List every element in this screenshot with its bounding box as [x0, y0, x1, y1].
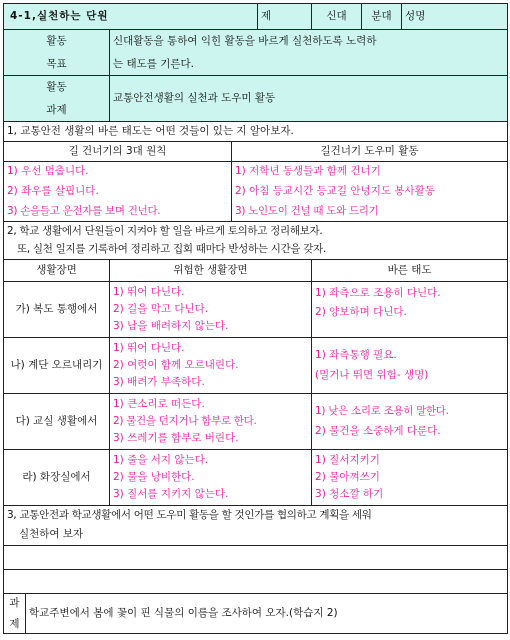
goal-label — [4, 30, 110, 76]
section3-blank-row — [4, 570, 508, 594]
rule-item: 2) 좌우를 살핍니다. — [4, 182, 232, 202]
task-label — [4, 76, 110, 122]
header-name-label: 성명 — [402, 4, 508, 30]
danger-item: 3) 배려가 부족하다. — [113, 376, 205, 388]
danger-item: 3) 질서를 지키지 않는다. — [113, 488, 229, 500]
attitude-item: 1) 질서지키기 — [315, 454, 380, 466]
danger-cell — [110, 394, 312, 450]
section3-heading-line: 3, 교통안전과 학교생활에서 어떤 도우미 활동을 할 것인가를 협의하고 계획을 세워 — [7, 509, 372, 521]
danger-item: 2) 여럿이 함께 오르내린다. — [113, 359, 239, 371]
attitude-item: 2) 물아껴쓰기 — [315, 471, 380, 483]
goal-text-line: 는 태도를 기른다. — [113, 57, 195, 70]
scene-column-header: 생활장면 — [4, 260, 110, 282]
attitude-item: 1) 좌측통행 필요. — [315, 349, 397, 361]
danger-cell — [110, 282, 312, 338]
attitude-item: 2) 양보하며 다닌다. — [315, 306, 407, 318]
danger-item: 1) 줄을 서지 않는다. — [113, 454, 209, 466]
attitude-item: 1) 좌측으로 조용히 다닌다. — [315, 287, 441, 299]
worksheet-table — [3, 3, 508, 634]
task-text: 교통안전생활의 실천과 도우미 활동 — [110, 76, 508, 122]
goal-label-line: 목표 — [46, 57, 67, 70]
header-je-label: 제 — [261, 10, 272, 22]
header-sidae-label: 신대 — [312, 4, 362, 30]
header-je-cell — [258, 4, 312, 30]
helper-item: 2) 아침 등교시간 등교길 안녕지도 봉사활동 — [232, 182, 508, 202]
danger-item: 1) 뛰어 다닌다. — [113, 286, 185, 298]
danger-item: 1) 큰소리로 떠든다. — [113, 398, 205, 410]
section2-heading — [4, 222, 508, 260]
danger-cell — [110, 338, 312, 394]
goal-label-line: 활동 — [46, 34, 67, 47]
section3-heading — [4, 506, 508, 546]
section2-heading-line: 또, 실천 일지를 기록하여 정리하고 집회 때마다 반성하는 시간을 갖자. — [17, 243, 327, 255]
danger-item: 3) 남을 배려하지 않는다. — [113, 320, 229, 332]
danger-item: 2) 물건을 던지거나 함부로 한다. — [113, 415, 257, 427]
section1-heading: 1, 교통안전 생활의 바른 태도는 어떤 것들이 있는 지 알아보자. — [4, 122, 508, 142]
attitude-column-header: 바른 태도 — [312, 260, 508, 282]
rules-column-header: 길 건너기의 3대 원칙 — [4, 142, 232, 162]
attitude-cell — [312, 338, 508, 394]
helper-item: 1) 저학년 동생들과 함께 건너기 — [232, 162, 508, 182]
assignment-label-line: 제 — [9, 617, 20, 630]
helper-item: 3) 노인도이 건널 때 도와 드리기 — [232, 202, 508, 222]
assignment-label — [4, 594, 26, 634]
scene-cell: 라) 화장실에서 — [4, 450, 110, 506]
attitude-cell — [312, 282, 508, 338]
danger-column-header: 위험한 생활장면 — [110, 260, 312, 282]
scene-cell: 다) 교실 생활에서 — [4, 394, 110, 450]
danger-item: 2) 물을 낭비한다. — [113, 471, 195, 483]
header-bundae-label: 분대 — [362, 4, 402, 30]
section2-heading-line: 2, 학교 생활에서 단원들이 지켜야 할 일을 바르게 토의하고 정리해보자. — [7, 225, 323, 237]
danger-item: 2) 길을 막고 다닌다. — [113, 303, 209, 315]
danger-item: 3) 쓰레기를 함부로 버린다. — [113, 432, 239, 444]
attitude-cell — [312, 450, 508, 506]
goal-text-line: 신대활동을 통하여 익힌 활동을 바르게 실천하도록 노력하 — [113, 34, 377, 47]
attitude-item: 2) 물건을 소중하게 다룬다. — [315, 425, 441, 437]
scene-cell: 가) 복도 통행에서 — [4, 282, 110, 338]
assignment-text: 학교주변에서 봄에 꽃이 핀 식물의 이름을 조사하여 오자.(학습지 2) — [26, 594, 508, 634]
task-label-line: 활동 — [46, 80, 67, 93]
danger-cell — [110, 450, 312, 506]
assignment-label-line: 과 — [9, 596, 20, 609]
goal-text — [110, 30, 508, 76]
rule-item: 1) 우선 멈춥니다. — [4, 162, 232, 182]
attitude-cell — [312, 394, 508, 450]
section3-blank-row — [4, 546, 508, 570]
attitude-item: (밀거나 뛰면 위험- 생명) — [315, 369, 429, 381]
attitude-item: 1) 낮은 소리로 조용히 말한다. — [315, 405, 449, 417]
attitude-item: 3) 청소깔 하기 — [315, 488, 384, 500]
section3-heading-line: 실천하여 보자 — [19, 528, 84, 540]
page-title: 4-1,실천하는 단원 — [4, 4, 258, 30]
rule-item: 3) 손을들고 운전자를 보며 건넌다. — [4, 202, 232, 222]
helper-column-header: 길건너기 도우미 활동 — [232, 142, 508, 162]
scene-cell: 나) 계단 오르내리기 — [4, 338, 110, 394]
task-label-line: 과제 — [46, 103, 67, 116]
danger-item: 1) 뛰어 다닌다. — [113, 342, 185, 354]
